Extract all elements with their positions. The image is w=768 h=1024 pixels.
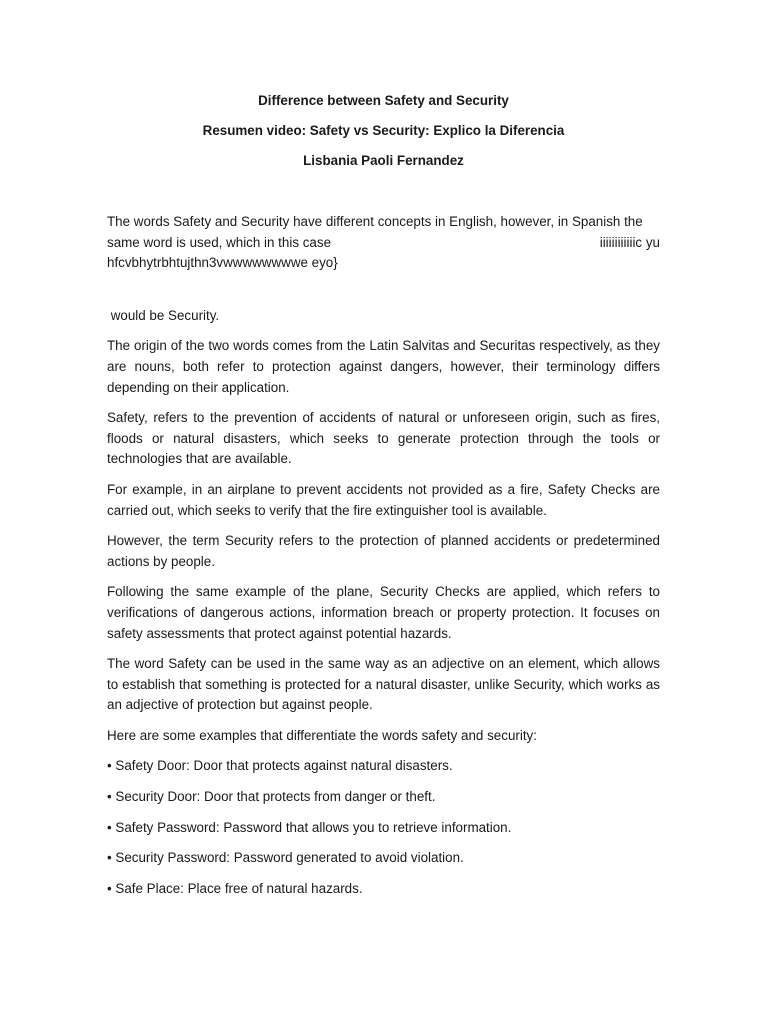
paragraph-examples-intro: Here are some examples that differentiate the words safety and security: xyxy=(107,727,537,743)
spacer xyxy=(107,274,660,306)
intro-line-3: hfcvbhytrbhtujthn3vwwwwwwwwe eyo} xyxy=(107,255,338,271)
bullet-safety-password: • Safety Password: Password that allows you to retrieve information. xyxy=(107,819,512,835)
paragraph-safety-definition: Safety, refers to the prevention of accidents of natural or unforeseen origin, such as fires, floods or natural disasters, which seeks to generate protection through the tools or technologies that are available. xyxy=(107,410,660,467)
intro-line-2-left: same word is used, which in this case xyxy=(107,234,332,250)
intro-line-2-right: iiiiiiiiiiiic yu xyxy=(599,234,660,250)
title-block xyxy=(107,92,660,170)
bullet-safe-place: • Safe Place: Place free of natural hazards. xyxy=(107,880,363,896)
intro-line-2 xyxy=(107,233,660,254)
document-author: Lisbania Paoli Fernandez xyxy=(303,153,464,168)
paragraph-security-example: Following the same example of the plane, Security Checks are applied, which refers to verifications of dangerous actions, information breach or property protection. It focuses on safety assessments that protect against potential hazards. xyxy=(107,584,660,641)
paragraph-adjective-usage: The word Safety can be used in the same way as an adjective on an element, which allows to establish that something is protected for a natural disaster, unlike Security, which works as an adjective of protection but against people. xyxy=(107,656,660,713)
bullet-security-door: • Security Door: Door that protects from danger or theft. xyxy=(107,789,436,805)
document-subtitle: Resumen video: Safety vs Security: Explico la Diferencia xyxy=(202,123,565,138)
bullet-security-password: • Security Password: Password generated to avoid violation. xyxy=(107,850,464,866)
document-title: Difference between Safety and Security xyxy=(258,93,509,108)
intro-paragraph xyxy=(107,212,660,274)
bullet-safety-door: • Safety Door: Door that protects against natural disasters. xyxy=(107,758,453,774)
intro-line-1: The words Safety and Security have different concepts in English, however, in Spanish the xyxy=(107,214,643,229)
continuation-line: would be Security. xyxy=(107,307,220,323)
paragraph-safety-example: For example, in an airplane to prevent accidents not provided as a fire, Safety Checks are carried out, which seeks to verify that the fire extinguisher tool is available. xyxy=(107,481,660,518)
paragraph-security-definition: However, the term Security refers to the protection of planned accidents or predetermined actions by people. xyxy=(107,533,660,569)
paragraph-origin: The origin of the two words comes from the Latin Salvitas and Securitas respectively, as they are nouns, both refer to protection against dangers, however, their terminology differs depending on their application. xyxy=(107,338,660,395)
